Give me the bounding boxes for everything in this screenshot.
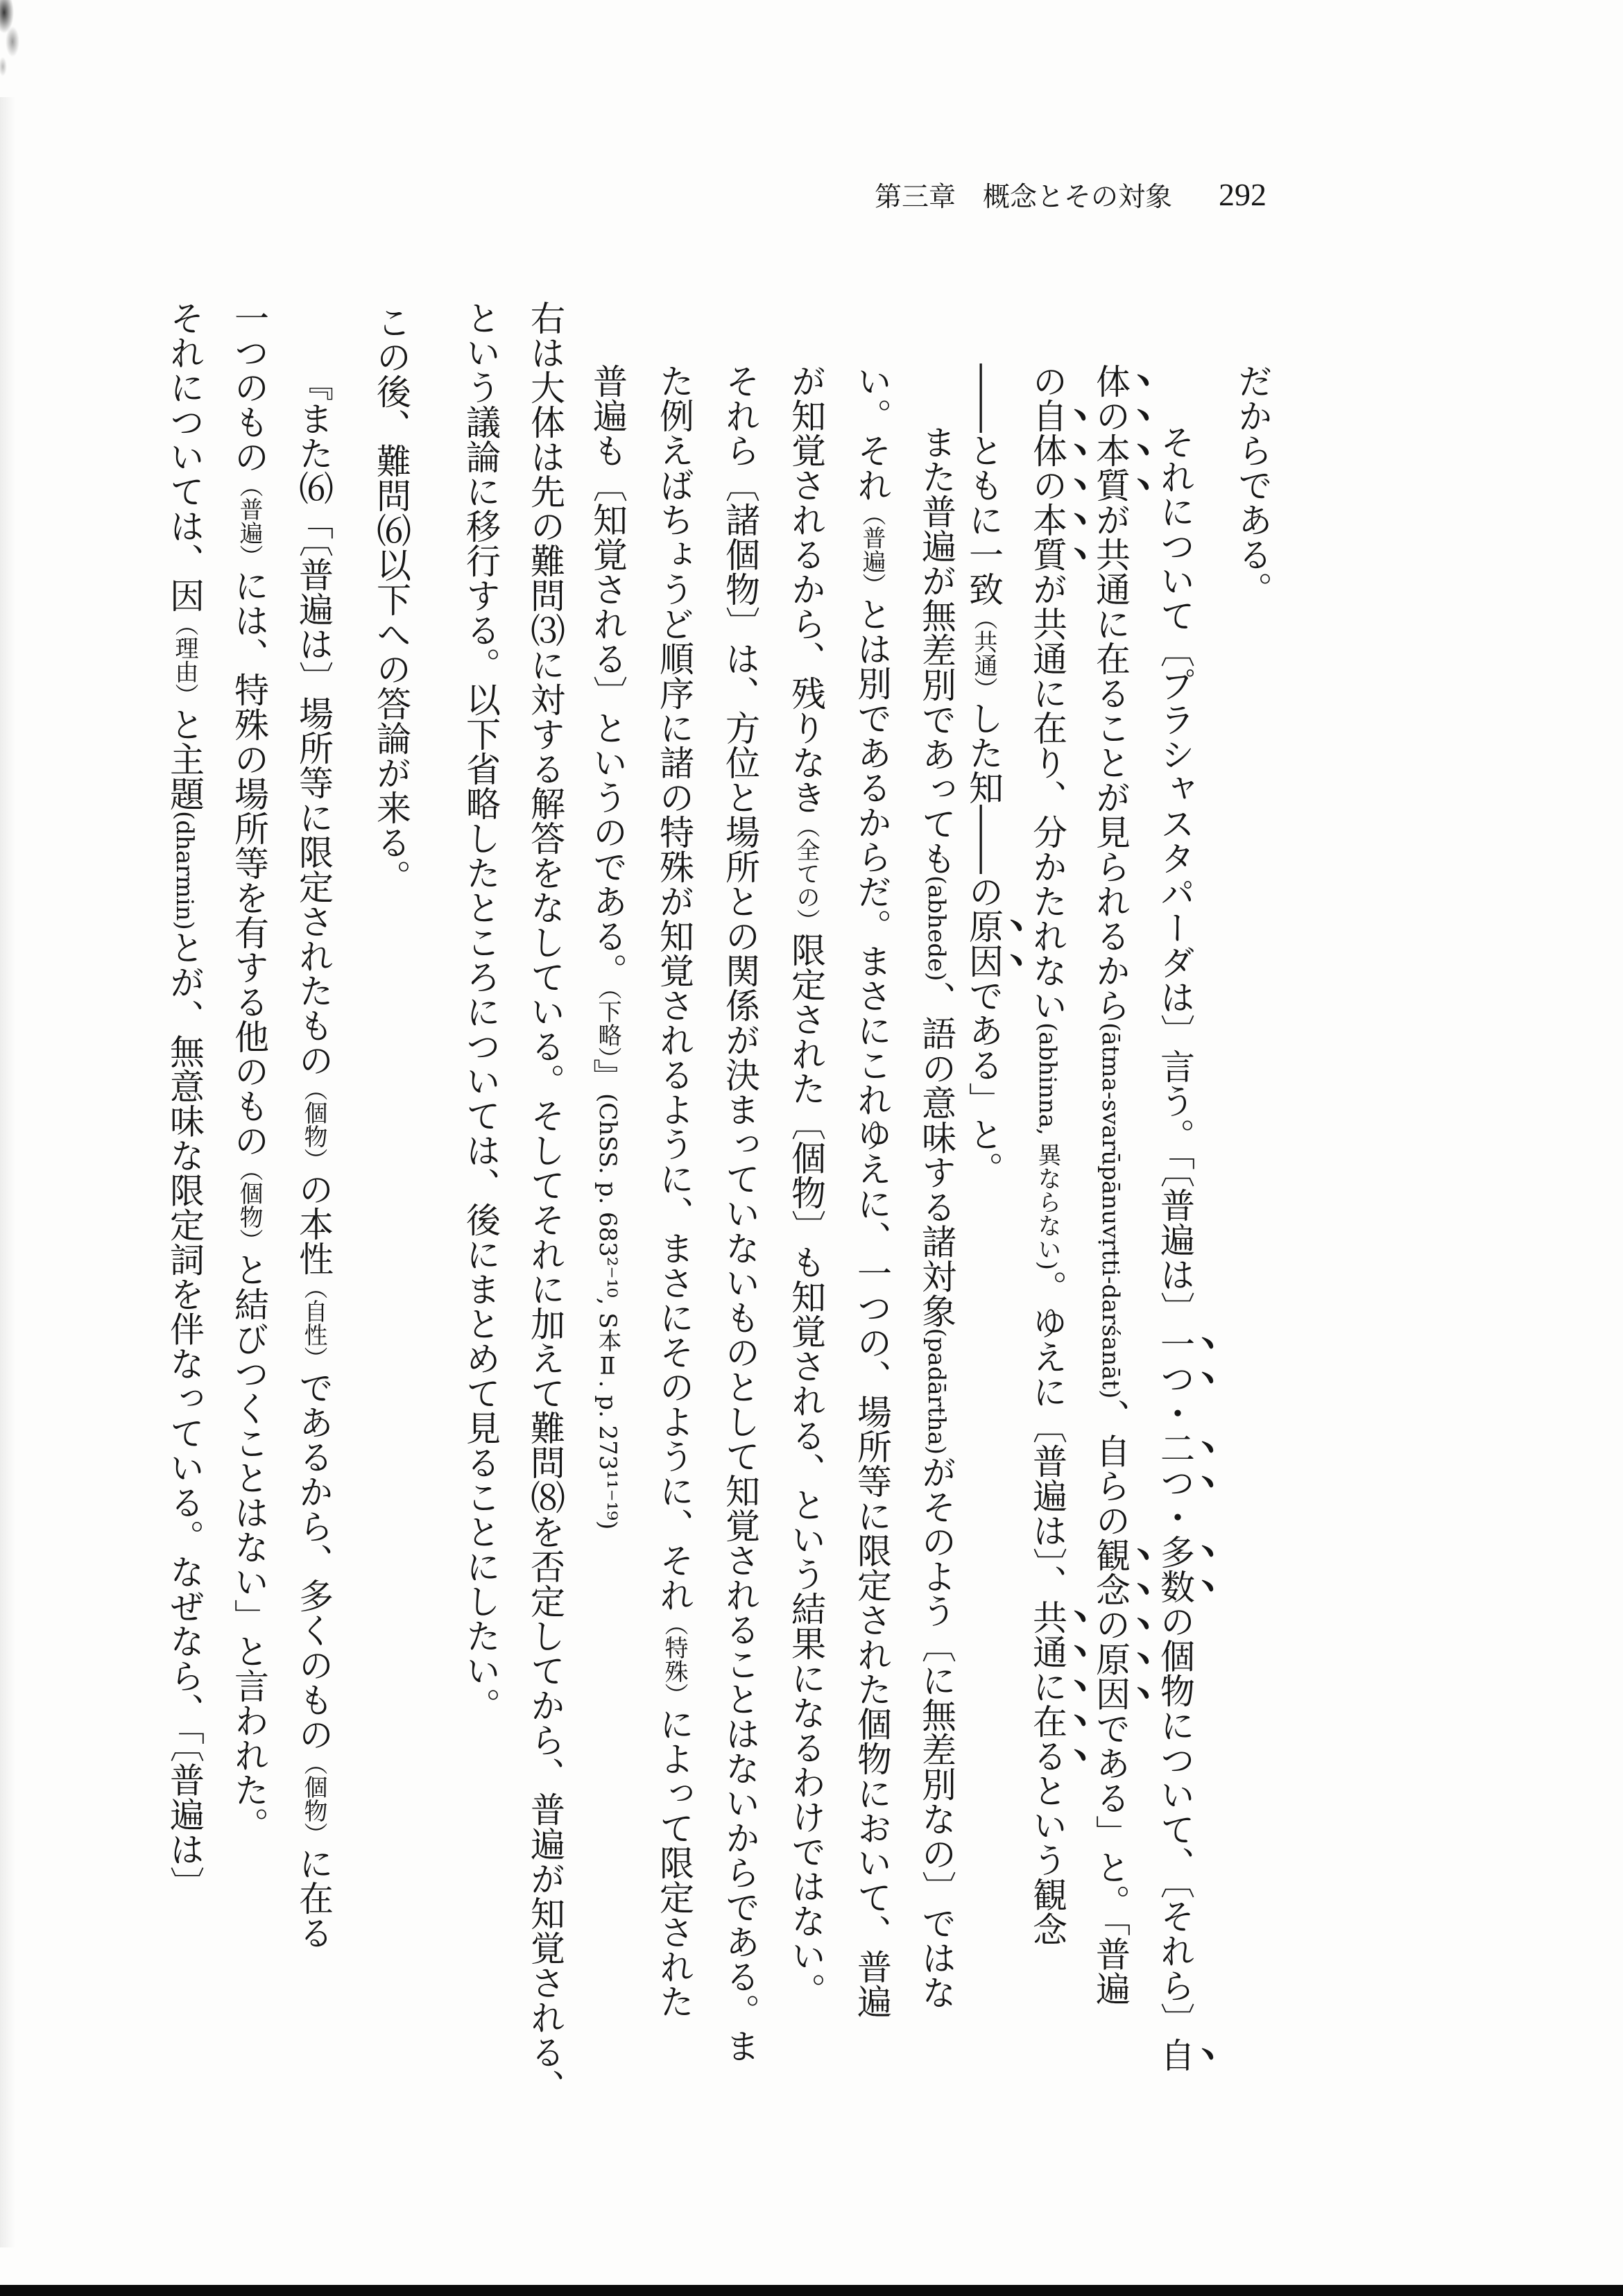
parenthetical-gloss: （普遍）: [858, 502, 886, 597]
page-number: 292: [1219, 177, 1266, 212]
text-segment: だからである。: [1233, 363, 1273, 606]
emphasized-text: 観念の原因: [1090, 1537, 1131, 1711]
text-column: [286, 366, 341, 1950]
text-segment: である」と。: [963, 978, 1004, 1186]
text-segment: という観念: [1027, 1773, 1067, 1947]
text-segment: ・: [1155, 1500, 1195, 1534]
text-segment: という議論に移行する。以下省略したところについては、後にまとめて見ることにしたい。: [461, 300, 501, 1722]
text-segment: ・: [1155, 1396, 1195, 1430]
parenthetical-gloss: （全ての）: [792, 814, 820, 932]
parenthetical-gloss: （自性）: [300, 1276, 327, 1370]
parenthetical-gloss: （理由）: [171, 612, 198, 707]
text-column: [453, 300, 508, 1722]
text-segment: 右は大体は先の難問⑶に対する解答をなしている。そしてそれに加えて難問⑻を否定してから、普遍が知覚される、: [525, 300, 565, 2104]
parenthetical-gloss: （特殊）: [660, 1612, 688, 1706]
text-column: [1155, 425, 1220, 2072]
text-column: [646, 363, 702, 2019]
text-column: [844, 363, 900, 2019]
text-segment: が共通に在ることが見られるから(ātma-svarūpānuvṛtti-darśanāt)、自らの: [1090, 502, 1131, 1538]
parenthetical-gloss: (ātma-svarūpānuvṛtti-darśanāt): [1097, 1022, 1124, 1399]
running-head-chapter-title: 第三章 概念とその対象: [875, 182, 1173, 213]
text-segment: 『また⑹「〔普遍は〕場所等に限定されたもの（個物）の本性（自性）であるから、多くのもの（個物）に在る: [293, 366, 334, 1950]
text-column: [221, 300, 277, 1842]
text-segment: た例えばちょうど順序に諸の特殊が知覚されるように、まさにそのように、それ（特殊）によって限定された: [654, 363, 694, 2019]
text-column: [712, 363, 768, 2063]
text-column: [778, 363, 834, 2007]
text-column: [1090, 363, 1156, 2006]
parenthetical-gloss: (padārtha): [922, 1328, 950, 1455]
text-segment: ――ともに一致（共通）した知――の: [963, 363, 1004, 909]
text-column: [157, 300, 212, 1901]
text-segment: である」と。「普遍: [1090, 1711, 1131, 2006]
text-column: [909, 425, 964, 2010]
parenthetical-gloss: (abhede): [922, 875, 950, 982]
emphasized-text: 自体の本質: [1027, 398, 1067, 572]
text-column: [580, 363, 635, 1530]
text-segment: それら〔諸個物〕は、方位と場所との関係が決まっていないものとして知覚されることはないからである。ま: [720, 363, 760, 2063]
parenthetical-gloss: （個物）: [235, 1158, 263, 1252]
parenthetical-gloss: (dharmin): [171, 811, 198, 930]
emphasized-text: 自: [1155, 2037, 1195, 2072]
text-segment: また普遍が無差別であっても(abhede)、語の意味する諸対象(padārtha)がそのよう〔に無差別なの〕ではな: [916, 425, 956, 2010]
parenthetical-gloss: （共通）: [970, 606, 997, 701]
text-segment: それについては、因（理由）と主題(dharmin)とが、無意味な限定詞を伴なっている。なぜなら、「〔普遍は〕: [164, 300, 205, 1901]
parenthetical-gloss: （下略）: [594, 988, 621, 1059]
emphasized-text: 二つ: [1155, 1430, 1195, 1500]
parenthetical-gloss: (abhinna, 異ならない): [1033, 1022, 1061, 1271]
text-segment: が知覚されるから、残りなき（全ての）限定された〔個物〕も知覚される、という結果になるわけではない。: [786, 363, 826, 2007]
emphasized-text: 共通に在る: [1027, 1600, 1067, 1774]
text-segment: 一つのもの（普遍）には、特殊の場所等を有する他のもの（個物）と結びつくことはない」と言われた。: [229, 300, 269, 1842]
scan-edge: [0, 2285, 1623, 2296]
text-column: [963, 363, 1029, 1186]
text-column: [1225, 363, 1280, 606]
emphasized-text: 一つ: [1155, 1326, 1195, 1396]
parenthetical-gloss: （普遍）: [235, 474, 263, 568]
text-segment: この後、難問⑹以下への答論が来る。: [371, 305, 411, 894]
text-segment: の: [1027, 363, 1067, 398]
text-segment: が共通に在り、分かたれない(abhinna, 異ならない)。ゆえに〔普遍は〕、: [1027, 572, 1067, 1600]
emphasized-text: 原因: [963, 909, 1004, 978]
text-segment: それについて〔プラシャスタパーダは〕言う。「〔普遍は〕: [1155, 425, 1195, 1326]
parenthetical-gloss: （個物）: [300, 1751, 327, 1846]
emphasized-text: 多数: [1155, 1534, 1195, 1604]
parenthetical-gloss: (ChSS. p. 683²⁻¹⁰, S本Ⅱ. p. 273¹¹⁻¹⁹): [594, 1093, 621, 1530]
text-segment: い。それ（普遍）とは別であるからだ。まさにこれゆえに、一つの、場所等に限定された個物において、普遍: [852, 363, 892, 2019]
text-segment: の個物について、〔それら〕: [1155, 1604, 1195, 2037]
text-segment: 普遍も〔知覚される〕というのである。（下略）』(ChSS. p. 683²⁻¹⁰, S本Ⅱ. p. 273¹¹⁻¹⁹): [587, 363, 628, 1530]
text-column: [517, 300, 573, 2104]
parenthetical-gloss: （個物）: [300, 1077, 327, 1172]
text-column: [363, 305, 419, 894]
emphasized-text: 体の本質: [1090, 363, 1131, 502]
text-column: [1027, 363, 1092, 1947]
